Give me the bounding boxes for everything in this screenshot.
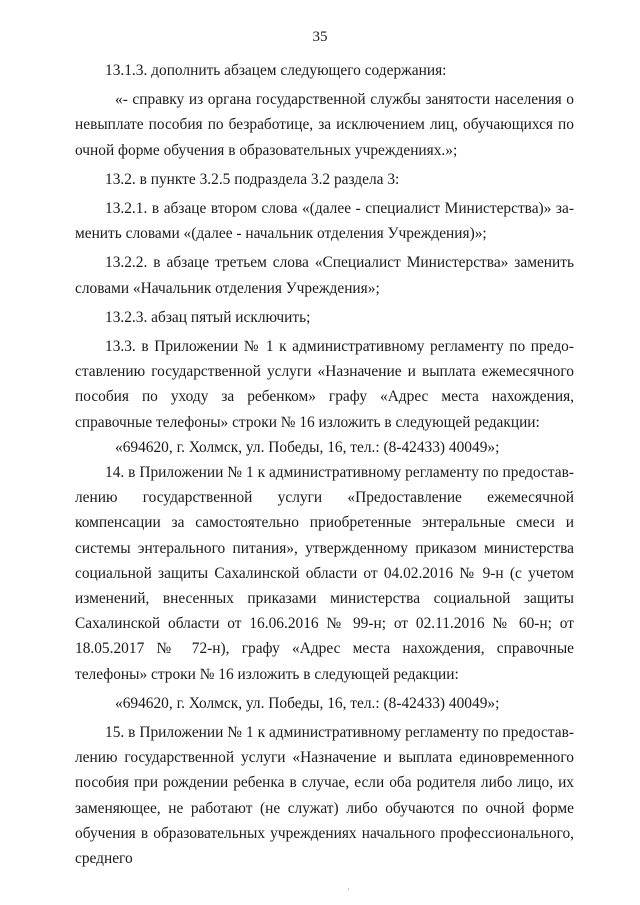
page-number: 35 (312, 29, 328, 45)
paragraph-15: 15. в Приложении № 1 к административному регламенту по предоставлению государственной услуги «Назначение и выплата единовременного пособия при рождении ребенка в случае, если оба родителя либо лицо, их заменяющее, не работают (не служат) либо обучаются по очной форме обучения в образовательных учреждениях начального профессионального, среднего (75, 724, 574, 868)
paragraph-14: 14. в Приложении № 1 к административному регламенту по предоставлению государственной услуги «Предоставление ежемесячной компенсации за самостоятельно приобретенные энтеральные смеси и системы энтерального питания», утвержденному приказом министерства социальной защиты Сахалинской области от 04.02.2016 № 9-н (с учетом изменений, внесенных приказами министерства социальной защиты Сахалинской области от 16.06.2016 № 99-н; от 02.11.2016 № 60-н; от 18.05.2017 № 72-н), графу «Адрес места нахождения, справочные телефоны» строки № 16 изложить в следующей редакции: (75, 464, 574, 683)
paragraph-13-2-3: 13.2.3. абзац пятый исключить; (105, 308, 311, 326)
paragraph-13-2: 13.2. в пункте 3.2.5 подраздела 3.2 раздела 3: (105, 170, 400, 188)
paragraph-13-3: 13.3. в Приложении № 1 к административному регламенту по предоставлению государственной услуги «Назначение и выплата ежемесячного пособия по уходу за ребенком» графу «Адрес места нахождения, справочные телефоны» строки № 16 изложить в следующей редакции: (75, 338, 574, 431)
paragraph-13-1-3: 13.1.3. дополнить абзацем следующего содержания: (105, 62, 447, 79)
paragraph-13-2-2: 13.2.2. в абзаце третьем слова «Специалист Министерства» заменить словами «Начальник отделения Учреждения»; (75, 254, 574, 297)
paragraph-address-quote-2: «694620, г. Холмск, ул. Победы, 16, тел.: (8-42433) 40049»; (115, 694, 500, 712)
paragraph-address-quote-1: «694620, г. Холмск, ул. Победы, 16, тел.: (8-42433) 40049»; (115, 438, 500, 456)
document-body (75, 58, 574, 871)
scan-speck: · (347, 885, 350, 894)
paragraph-13-2-1: 13.2.1. в абзаце втором слова «(далее - специалист Министерства)» заменить словами «(далее - начальник отделения Учреждения)»; (75, 200, 574, 243)
paragraph-quote-certificate: «- справку из органа государственной службы занятости населения о невыплате пособия по безработице, за исключением лиц, обучающихся по очной форме обучения в образовательных учреждениях.»; (75, 91, 574, 159)
